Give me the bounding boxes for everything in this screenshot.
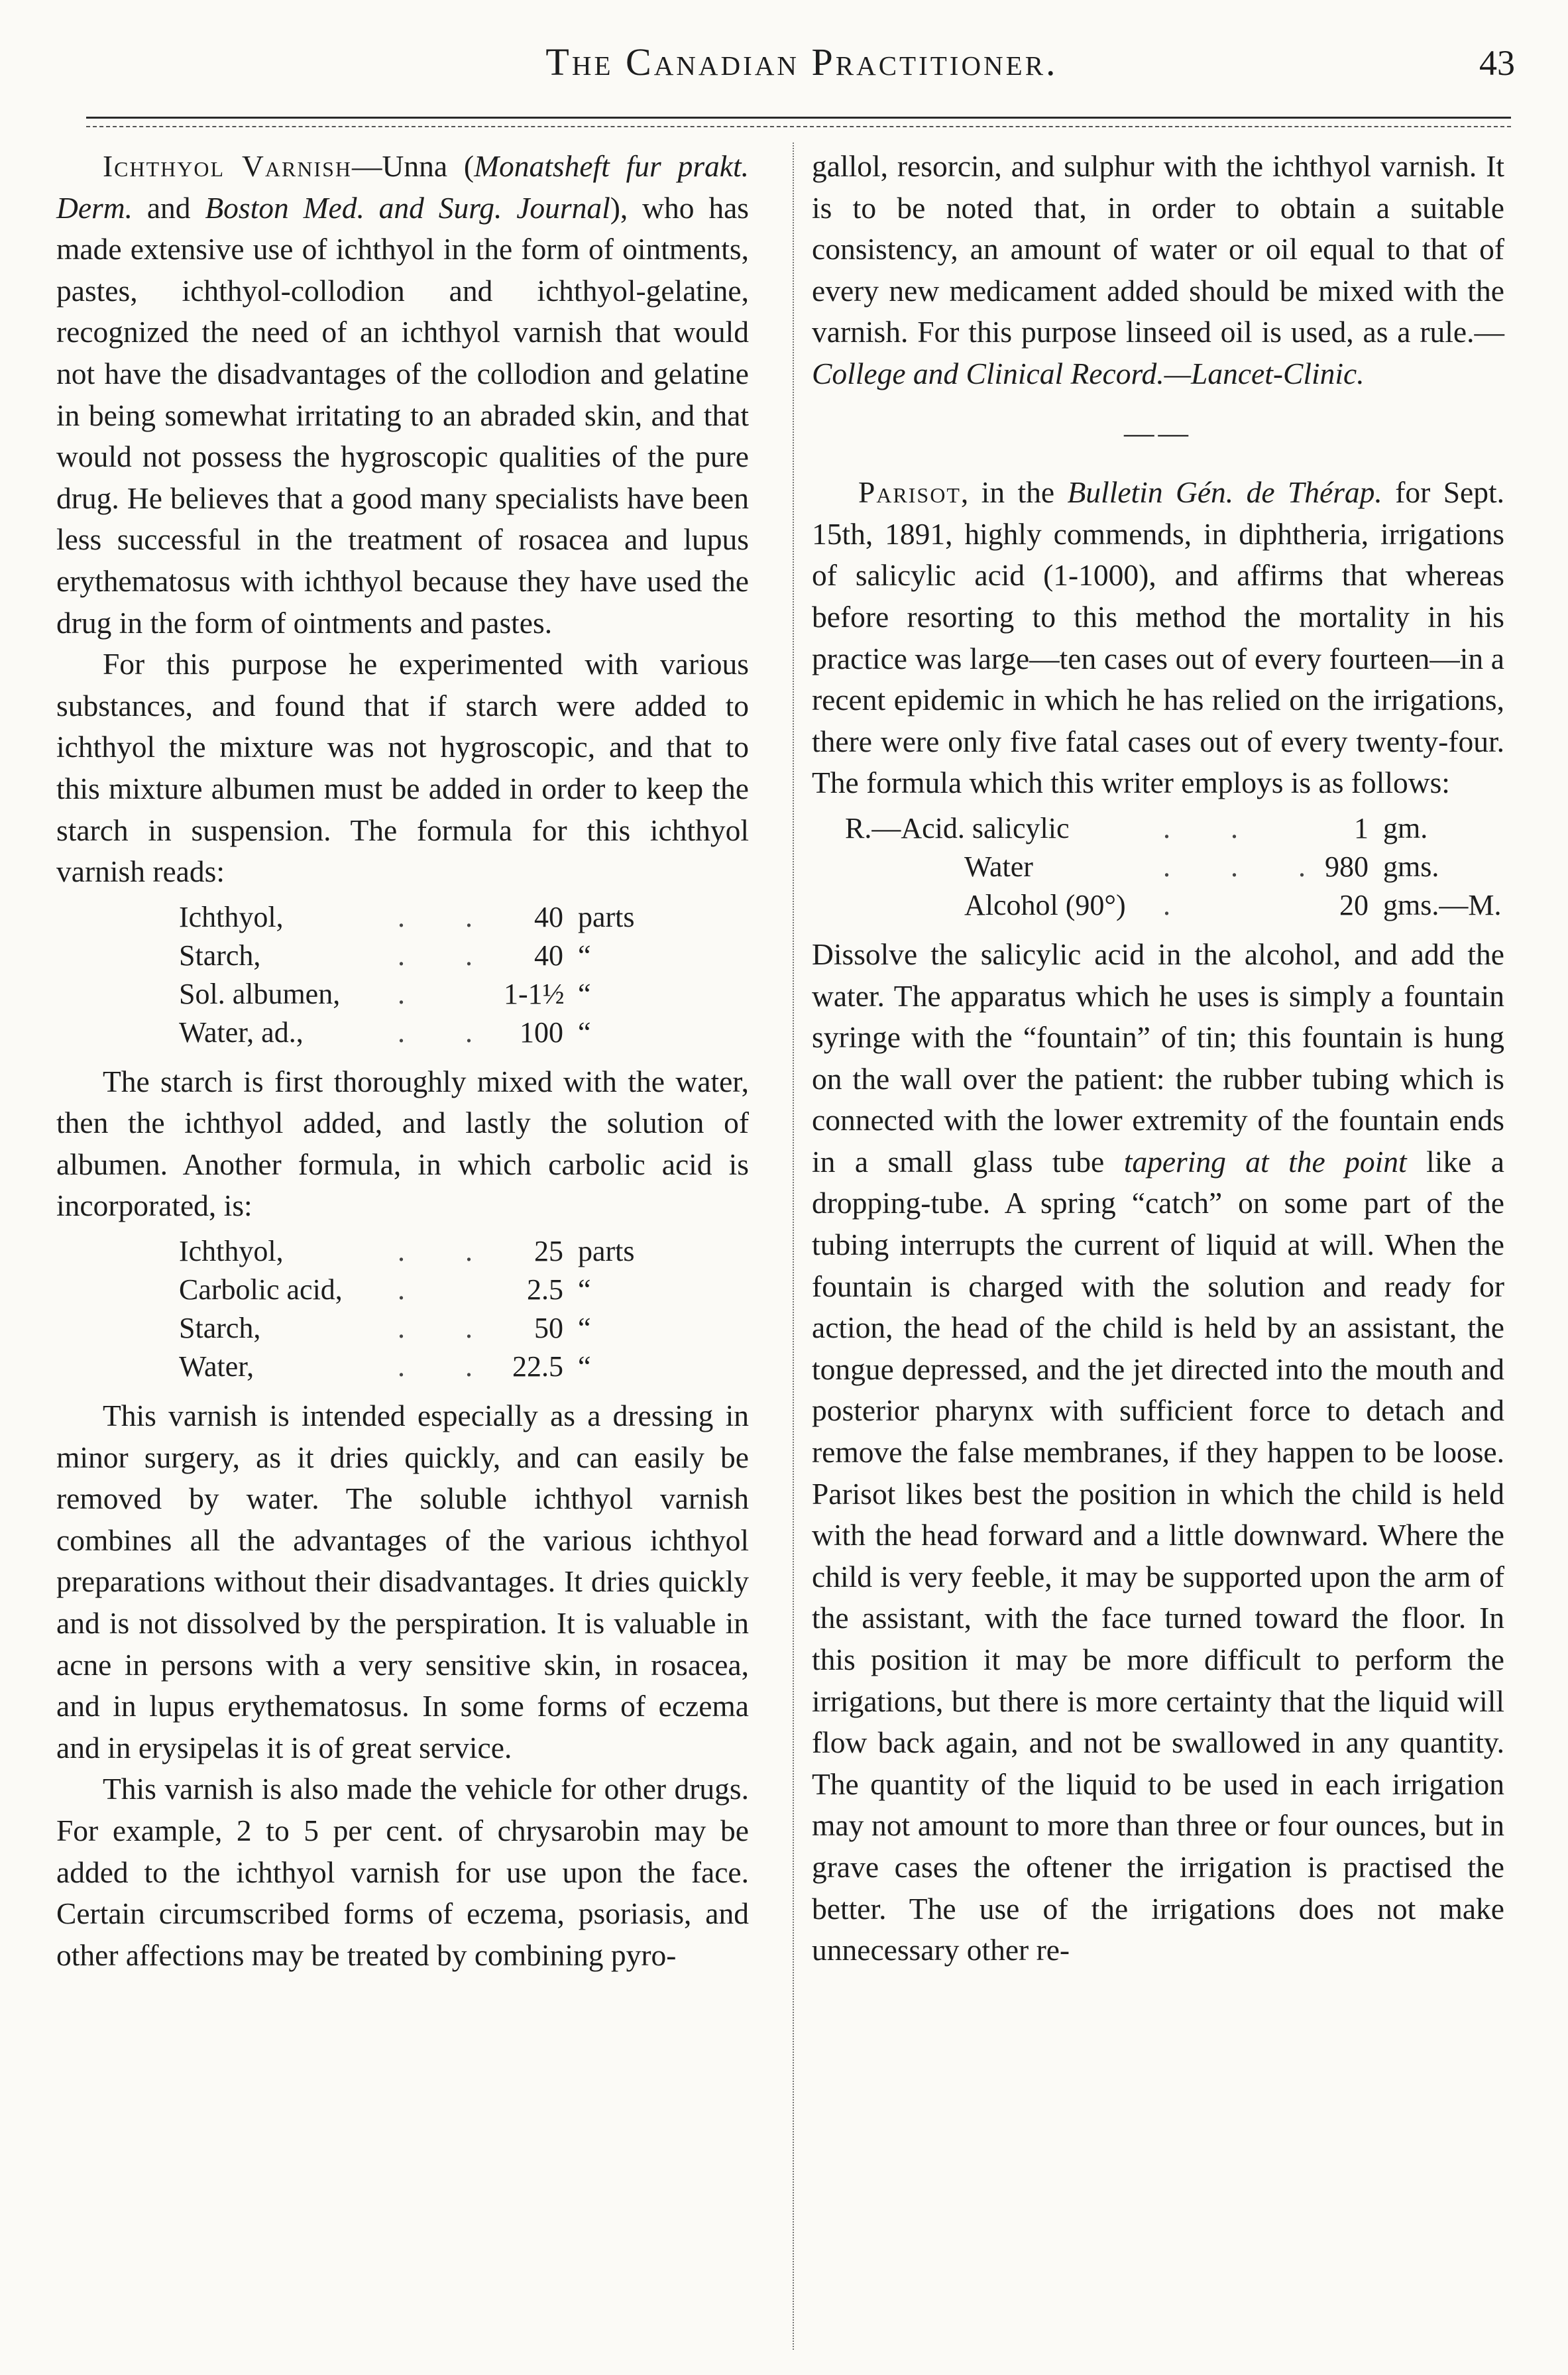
paragraph: The starch is first thoroughly mixed with the water, then the ichthyol added, and lastly the solution of albumen. Another formula, in which carbolic acid is incorporated, is: [56,1064,749,1223]
source-citation: Boston Med. and Surg. Journal [205,190,610,225]
running-head [0,40,1568,93]
paragraph: Ichthyol Varnish—Unna (Monatsheft fur prakt. Derm. and Boston Med. and Surg. Journal), who has made extensive use of ichthyol in the form of ointments, pastes, ichthyol-collodion and ichthyol-gelatine, recognized the need of an ichthyol varnish that would not have the disadvantages of the collodion and gelatine in being somewhat irritating to an abraded skin, and that would not possess the hygroscopic qualities of the pure drug. He believes that a good many specialists have been less successful in the treatment of rosacea and lupus erythematosus with ichthyol because they have used the drug in the form of ointments and pastes. [56,149,749,640]
formula-row: Ichthyol, . . 40 parts [179,900,635,933]
formula-table [56,1232,749,1386]
column-divider [793,143,794,2350]
paragraph: gallol, resorcin, and sulphur with the ichthyol varnish. It is to be noted that, in order to obtain a suitable consistency, an amount of water or oil equal to that of every new medicament added should be mixed with the varnish. For this purpose linseed oil is used, as a rule.—College and Clinical Record.—Lancet-Clinic. [812,149,1504,390]
formula-table [56,898,749,1052]
left-column [56,146,749,1976]
paragraph: Parisot, in the Bulletin Gén. de Thérap. for Sept. 15th, 1891, highly commends, in diphtheria, irrigations of salicylic acid (1-1000), and affirms that whereas before resorting to this method the mortality in his practice was large—ten cases out of every fourteen—in a recent epidemic in which he has relied on the irrigations, there were only five fatal cases out of every twenty-four. The formula which this writer employs is as follows: [812,475,1504,800]
header-rule-dashed [86,126,1511,127]
formula-row: Ichthyol, . . 25 parts [179,1235,635,1268]
header-rule [86,117,1511,119]
formula-row: R.—Acid. salicylic . . 1 gm. [845,811,1428,844]
formula-row: Alcohol (90°) . 20 gms.—M. [964,888,1502,921]
source-citation: College and Clinical Record.—Lancet-Clinic. [812,356,1365,390]
paragraph: This varnish is also made the vehicle for other drugs. For example, 2 to 5 per cent. of chrysarobin may be added to the ichthyol varnish for use upon the face. Certain circumscribed forms of eczema, psoriasis, and other affections may be treated by combining pyro- [56,1772,749,1972]
article-heading: Parisot [858,475,961,510]
formula-row: Water, ad., . . 100 “ [179,1015,591,1049]
formula-row: Water, . . 22.5 “ [179,1350,591,1383]
running-title: The Canadian Practitioner. [545,40,1058,84]
formula-row: Starch, . . 50 “ [179,1312,591,1345]
paragraph: Dissolve the salicylic acid in the alcohol, and add the water. The apparatus which he uses is simply a fountain syringe with the “fountain” of tin; this fountain is hung on the wall over the patient: the rubber tubing which is connected with the lower extremity of the fountain ends in a small glass tube tapering at the point like a dropping-tube. A spring “catch” on some part of the tubing interrupts the current of liquid at will. When the fountain is charged with the solution and ready for action, the head of the child is held by an assistant, the tongue depressed, and the jet directed into the mouth and posterior pharynx with sufficient force to detach and remove the false membranes, if they happen to be loose. Parisot likes best the position in which the child is held with the head forward and a little downward. Where the child is very feeble, it may be supported upon the arm of the assistant, with the face turned toward the floor. In this position it may be more difficult to perform the irrigations, but there is more certainty that the liquid will flow back again, and not be swallowed in any quantity. The quantity of the liquid to be used in each irrigation may not amount to more than three or four ounces, but in grave cases the oftener the irrigation is practised the better. The use of the irrigations does not make unnecessary other re- [812,937,1504,1967]
formula-row: Water . . . 980 gms. [964,850,1439,883]
formula-row: Sol. albumen, . 1-1½ “ [179,977,591,1010]
source-citation: Bulletin Gén. de Thérap. [1067,475,1382,510]
page-number: 43 [1479,43,1515,83]
paragraph: For this purpose he experimented with various substances, and found that if starch were added to ichthyol the mixture was not hygroscopic, and that to this mixture albumen must be added in order to keep the starch in suspension. The formula for this ichthyol varnish reads: [56,647,749,889]
right-column [812,146,1504,1971]
formula-table [812,809,1504,925]
article-heading: Ichthyol Varnish [103,149,353,183]
formula-row: Starch, . . 40 “ [179,939,591,972]
formula-row: Carbolic acid, . 2.5 “ [179,1273,591,1306]
paragraph: This varnish is intended especially as a dressing in minor surgery, as it dries quickly, and can easily be removed by water. The soluble ichthyol varnish combines all the advantages of the various ichthyol preparations without their disadvantages. It dries quickly and is not dissolved by the perspiration. It is valuable in acne in persons with a very sensitive skin, in rosacea, and in lupus erythematosus. In some forms of eczema and in erysipelas it is of great service. [56,1399,749,1765]
source-citation: Monatsheft fur prakt. Derm. [56,149,749,225]
section-separator: —— [1124,415,1192,449]
